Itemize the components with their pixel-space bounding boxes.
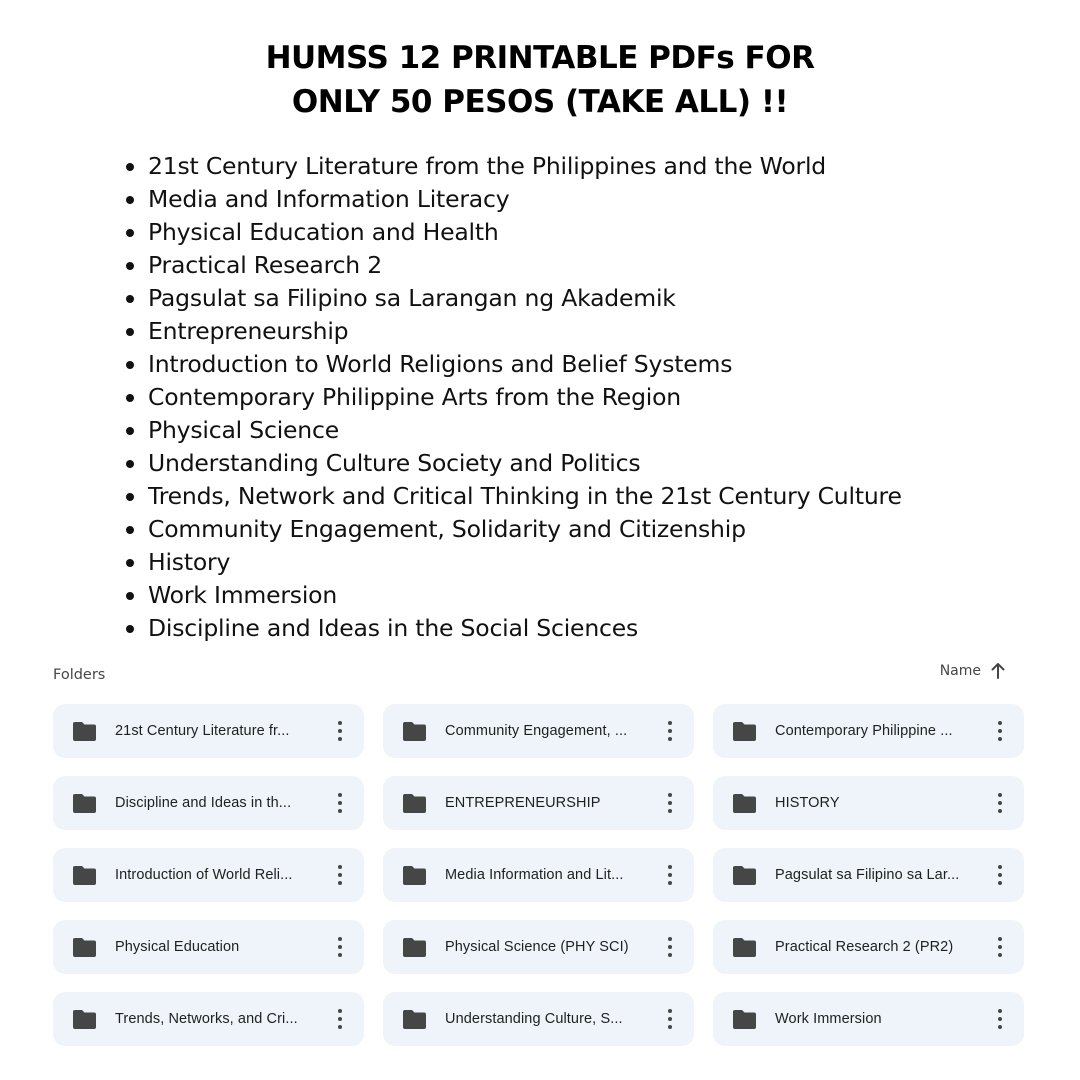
folder-item[interactable]	[53, 848, 364, 902]
folder-icon	[403, 794, 426, 813]
folder-icon	[73, 866, 96, 885]
subject-item	[148, 414, 902, 447]
folder-name: Understanding Culture, S...	[445, 1011, 623, 1027]
subject-label: Introduction to World Religions and Belief Systems	[148, 350, 733, 378]
more-vert-icon[interactable]	[994, 721, 1006, 741]
folder-grid	[53, 704, 1024, 1046]
folder-icon	[733, 794, 756, 813]
folder-item[interactable]	[383, 704, 694, 758]
folder-name: Community Engagement, ...	[445, 723, 628, 739]
headline-line-1: HUMSS 12 PRINTABLE PDFs FOR	[265, 40, 815, 76]
folder-item[interactable]	[383, 776, 694, 830]
more-vert-icon[interactable]	[994, 937, 1006, 957]
folder-icon	[733, 1010, 756, 1029]
folder-item[interactable]	[713, 920, 1024, 974]
subject-item	[148, 381, 902, 414]
bullet-icon	[126, 328, 134, 336]
subject-item	[148, 579, 902, 612]
folder-icon	[73, 938, 96, 957]
subject-item	[148, 216, 902, 249]
subject-label: Discipline and Ideas in the Social Sciences	[148, 614, 639, 642]
subject-item	[148, 513, 902, 546]
subject-label: Entrepreneurship	[148, 317, 349, 345]
subject-label: Trends, Network and Critical Thinking in the 21st Century Culture	[148, 482, 902, 510]
subject-label: Community Engagement, Solidarity and Citizenship	[148, 515, 746, 543]
more-vert-icon[interactable]	[994, 1009, 1006, 1029]
subject-item	[148, 183, 902, 216]
bullet-icon	[126, 229, 134, 237]
folders-section-label: Folders	[53, 667, 106, 683]
more-vert-icon[interactable]	[664, 1009, 676, 1029]
folder-name: Pagsulat sa Filipino sa Lar...	[775, 867, 960, 883]
subject-item	[148, 546, 902, 579]
headline	[0, 36, 1080, 124]
bullet-icon	[126, 625, 134, 633]
bullet-icon	[126, 592, 134, 600]
bullet-icon	[126, 163, 134, 171]
folder-name: Media Information and Lit...	[445, 867, 624, 883]
bullet-icon	[126, 262, 134, 270]
folder-name: Physical Education	[115, 939, 240, 955]
subject-item	[148, 480, 902, 513]
folder-item[interactable]	[713, 848, 1024, 902]
bullet-icon	[126, 493, 134, 501]
subject-label: Pagsulat sa Filipino sa Larangan ng Akademik	[148, 284, 676, 312]
sort-by-name-button[interactable]	[940, 662, 1005, 680]
folder-item[interactable]	[383, 920, 694, 974]
bullet-icon	[126, 394, 134, 402]
subject-item	[148, 612, 902, 645]
subject-label: Physical Science	[148, 416, 339, 444]
subject-label: History	[148, 548, 231, 576]
subject-item	[148, 282, 902, 315]
subject-label: Understanding Culture Society and Politics	[148, 449, 641, 477]
folder-name: Trends, Networks, and Cri...	[115, 1011, 298, 1027]
folder-icon	[403, 722, 426, 741]
more-vert-icon[interactable]	[334, 1009, 346, 1029]
more-vert-icon[interactable]	[664, 793, 676, 813]
folder-item[interactable]	[53, 704, 364, 758]
folder-name: 21st Century Literature fr...	[115, 723, 290, 739]
folder-icon	[403, 938, 426, 957]
folder-item[interactable]	[383, 992, 694, 1046]
more-vert-icon[interactable]	[664, 721, 676, 741]
subject-item	[148, 315, 902, 348]
subject-item	[148, 150, 902, 183]
bullet-icon	[126, 526, 134, 534]
folder-icon	[73, 1010, 96, 1029]
folder-icon	[403, 866, 426, 885]
folder-item[interactable]	[53, 992, 364, 1046]
headline-line-2: ONLY 50 PESOS (TAKE ALL) !!	[291, 84, 789, 120]
subject-label: Physical Education and Health	[148, 218, 499, 246]
bullet-icon	[126, 460, 134, 468]
more-vert-icon[interactable]	[334, 865, 346, 885]
subject-label: Practical Research 2	[148, 251, 383, 279]
bullet-icon	[126, 559, 134, 567]
subject-label: Work Immersion	[148, 581, 338, 609]
folder-name: Physical Science (PHY SCI)	[445, 939, 629, 955]
subject-item	[148, 447, 902, 480]
more-vert-icon[interactable]	[334, 937, 346, 957]
folder-item[interactable]	[383, 848, 694, 902]
folder-icon	[733, 866, 756, 885]
more-vert-icon[interactable]	[664, 865, 676, 885]
subject-label: 21st Century Literature from the Philippines and the World	[148, 152, 827, 180]
subject-label: Media and Information Literacy	[148, 185, 510, 213]
folder-item[interactable]	[53, 776, 364, 830]
folder-name: Introduction of World Reli...	[115, 867, 293, 883]
folder-item[interactable]	[53, 920, 364, 974]
more-vert-icon[interactable]	[994, 865, 1006, 885]
folder-icon	[73, 722, 96, 741]
arrow-up-icon[interactable]	[991, 662, 1005, 680]
sort-label: Name	[939, 663, 981, 679]
folder-icon	[733, 938, 756, 957]
folder-name: Practical Research 2 (PR2)	[775, 939, 954, 955]
folder-name: Contemporary Philippine ...	[775, 723, 953, 739]
folder-name: Discipline and Ideas in th...	[115, 795, 292, 811]
more-vert-icon[interactable]	[334, 721, 346, 741]
more-vert-icon[interactable]	[334, 793, 346, 813]
subject-item	[148, 249, 902, 282]
subject-label: Contemporary Philippine Arts from the Region	[148, 383, 681, 411]
more-vert-icon[interactable]	[994, 793, 1006, 813]
folder-item[interactable]	[713, 704, 1024, 758]
bullet-icon	[126, 196, 134, 204]
folder-name: Work Immersion	[775, 1011, 882, 1027]
folder-name: ENTREPRENEURSHIP	[445, 795, 601, 811]
more-vert-icon[interactable]	[664, 937, 676, 957]
folder-icon	[73, 794, 96, 813]
folder-name: HISTORY	[775, 795, 840, 811]
folder-icon	[403, 1010, 426, 1029]
bullet-icon	[126, 361, 134, 369]
folder-item[interactable]	[713, 776, 1024, 830]
folder-item[interactable]	[713, 992, 1024, 1046]
subject-item	[148, 348, 902, 381]
bullet-icon	[126, 295, 134, 303]
bullet-icon	[126, 427, 134, 435]
subject-list	[148, 150, 902, 645]
folder-icon	[733, 722, 756, 741]
